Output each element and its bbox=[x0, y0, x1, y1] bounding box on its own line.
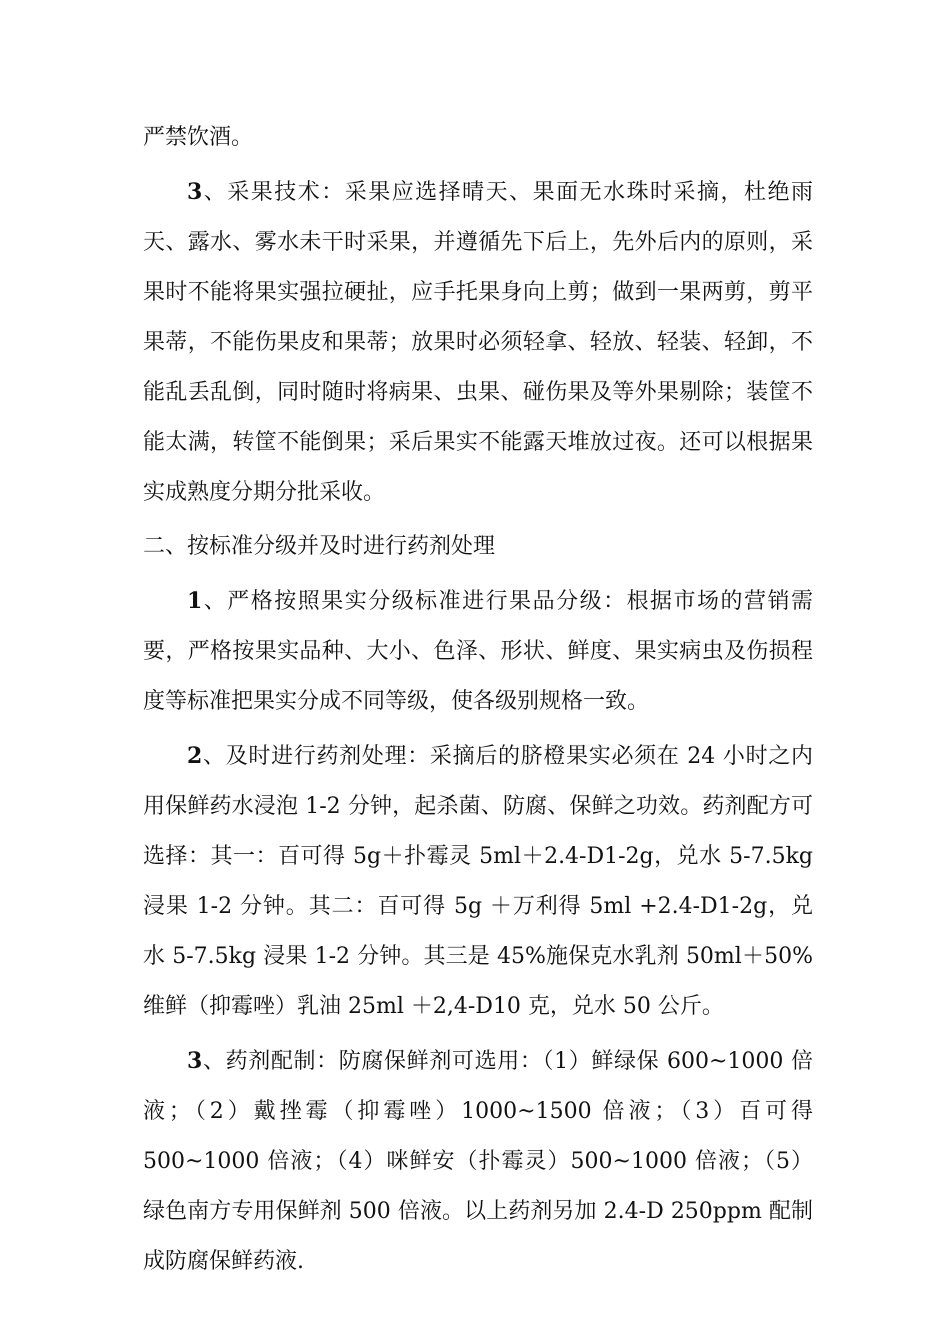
paragraph-chemical-treatment bbox=[143, 731, 813, 1032]
heading-text: 二、按标准分级并及时进行药剂处理 bbox=[143, 534, 496, 559]
paragraph-prohibition bbox=[143, 113, 813, 163]
paragraph-harvest-technique bbox=[143, 167, 813, 518]
paragraph-text: 严禁饮酒。 bbox=[143, 125, 254, 150]
document-page bbox=[143, 113, 813, 1291]
paragraph-text: 、药剂配制：防腐保鲜剂可选用：（1）鲜绿保 600~1000 倍液；（2）戴挫霉（抑霉唑）1000~1500 倍液；（3）百可得 500~1000 倍液；（4）咪鲜安（扑霉灵）500~1000 倍液；（5）绿色南方专用保鲜剂 500 倍液。以上药剂另加 2.4-D 250ppm 配制成防腐保鲜药液. bbox=[143, 1049, 813, 1274]
paragraph-number: 2 bbox=[187, 743, 203, 769]
section-heading-grading bbox=[143, 522, 813, 572]
paragraph-chemical-preparation bbox=[143, 1036, 813, 1287]
paragraph-text: 、严格按照果实分级标准进行果品分级：根据市场的营销需要，严格按果实品种、大小、色泽、形状、鲜度、果实病虫及伤损程度等标准把果实分成不同等级，使各级别规格一致。 bbox=[143, 589, 813, 714]
paragraph-text: 、及时进行药剂处理：采摘后的脐橙果实必须在 24 小时之内用保鲜药水浸泡 1-2 分钟，起杀菌、防腐、保鲜之功效。药剂配方可选择：其一：百可得 5g＋扑霉灵 5ml＋2.4-D1-2g，兑水 5-7.5kg 浸果 1-2 分钟。其二：百可得 5g ＋万利得 5ml +2.4-D1-2g，兑水 5-7.5kg 浸果 1-2 分钟。其三是 45%施保克水乳剂 50ml＋50%维鲜（抑霉唑）乳油 25ml ＋2,4-D10 克，兑水 50 公斤。 bbox=[143, 744, 813, 1019]
paragraph-text: 、采果技术：采果应选择晴天、果面无水珠时采摘，杜绝雨天、露水、雾水未干时采果，并遵循先下后上，先外后内的原则，采果时不能将果实强拉硬扯，应手托果身向上剪；做到一果两剪，剪平果蒂，不能伤果皮和果蒂；放果时必须轻拿、轻放、轻装、轻卸，不能乱丢乱倒，同时随时将病果、虫果、碰伤果及等外果剔除；装筐不能太满，转筐不能倒果；采后果实不能露天堆放过夜。还可以根据果实成熟度分期分批采收。 bbox=[143, 180, 813, 505]
paragraph-number: 3 bbox=[187, 179, 203, 205]
paragraph-grading bbox=[143, 576, 813, 727]
paragraph-number: 1 bbox=[187, 588, 203, 614]
paragraph-number: 3 bbox=[187, 1048, 203, 1074]
